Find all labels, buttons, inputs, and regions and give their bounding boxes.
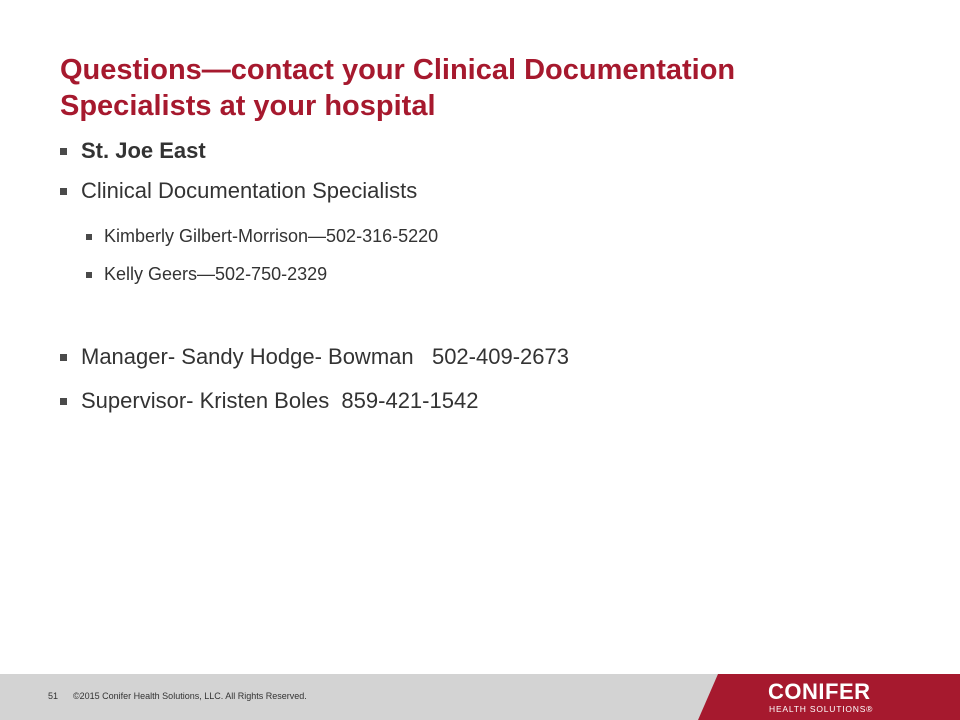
- logo-wordmark: CONIFER: [768, 679, 871, 704]
- bullet-text: Kimberly Gilbert-Morrison—502-316-5220: [104, 226, 439, 246]
- bullet-text: Clinical Documentation Specialists: [81, 178, 418, 203]
- conifer-logo: [768, 680, 898, 716]
- slide-title-line-1: Questions—contact your Clinical Documentation: [60, 54, 736, 86]
- bullet-text: Manager- Sandy Hodge- Bowman 502-409-2673: [81, 344, 569, 369]
- bullet-item-supervisor: [60, 388, 478, 414]
- bullet-item-kelly: [86, 264, 327, 285]
- copyright-notice: ©2015 Conifer Health Solutions, LLC. All Rights Reserved.: [73, 691, 307, 701]
- square-bullet-icon: [60, 188, 67, 195]
- slide-title-line-2: Specialists at your hospital: [60, 90, 436, 122]
- square-bullet-icon: [86, 272, 92, 278]
- bullet-text: St. Joe East: [81, 138, 206, 163]
- square-bullet-icon: [60, 398, 67, 405]
- bullet-text: Supervisor- Kristen Boles 859-421-1542: [81, 388, 479, 413]
- square-bullet-icon: [60, 354, 67, 361]
- logo-tagline: HEALTH SOLUTIONS®: [769, 704, 874, 714]
- square-bullet-icon: [60, 148, 67, 155]
- slide-title: [60, 52, 920, 124]
- bullet-item-kimberly: [86, 226, 438, 247]
- page-number: 51: [48, 691, 59, 701]
- bullet-item-cds: [60, 178, 417, 204]
- bullet-item-manager: [60, 344, 569, 370]
- square-bullet-icon: [86, 234, 92, 240]
- bullet-item-st-joe-east: [60, 138, 206, 164]
- bullet-text: Kelly Geers—502-750-2329: [104, 264, 328, 284]
